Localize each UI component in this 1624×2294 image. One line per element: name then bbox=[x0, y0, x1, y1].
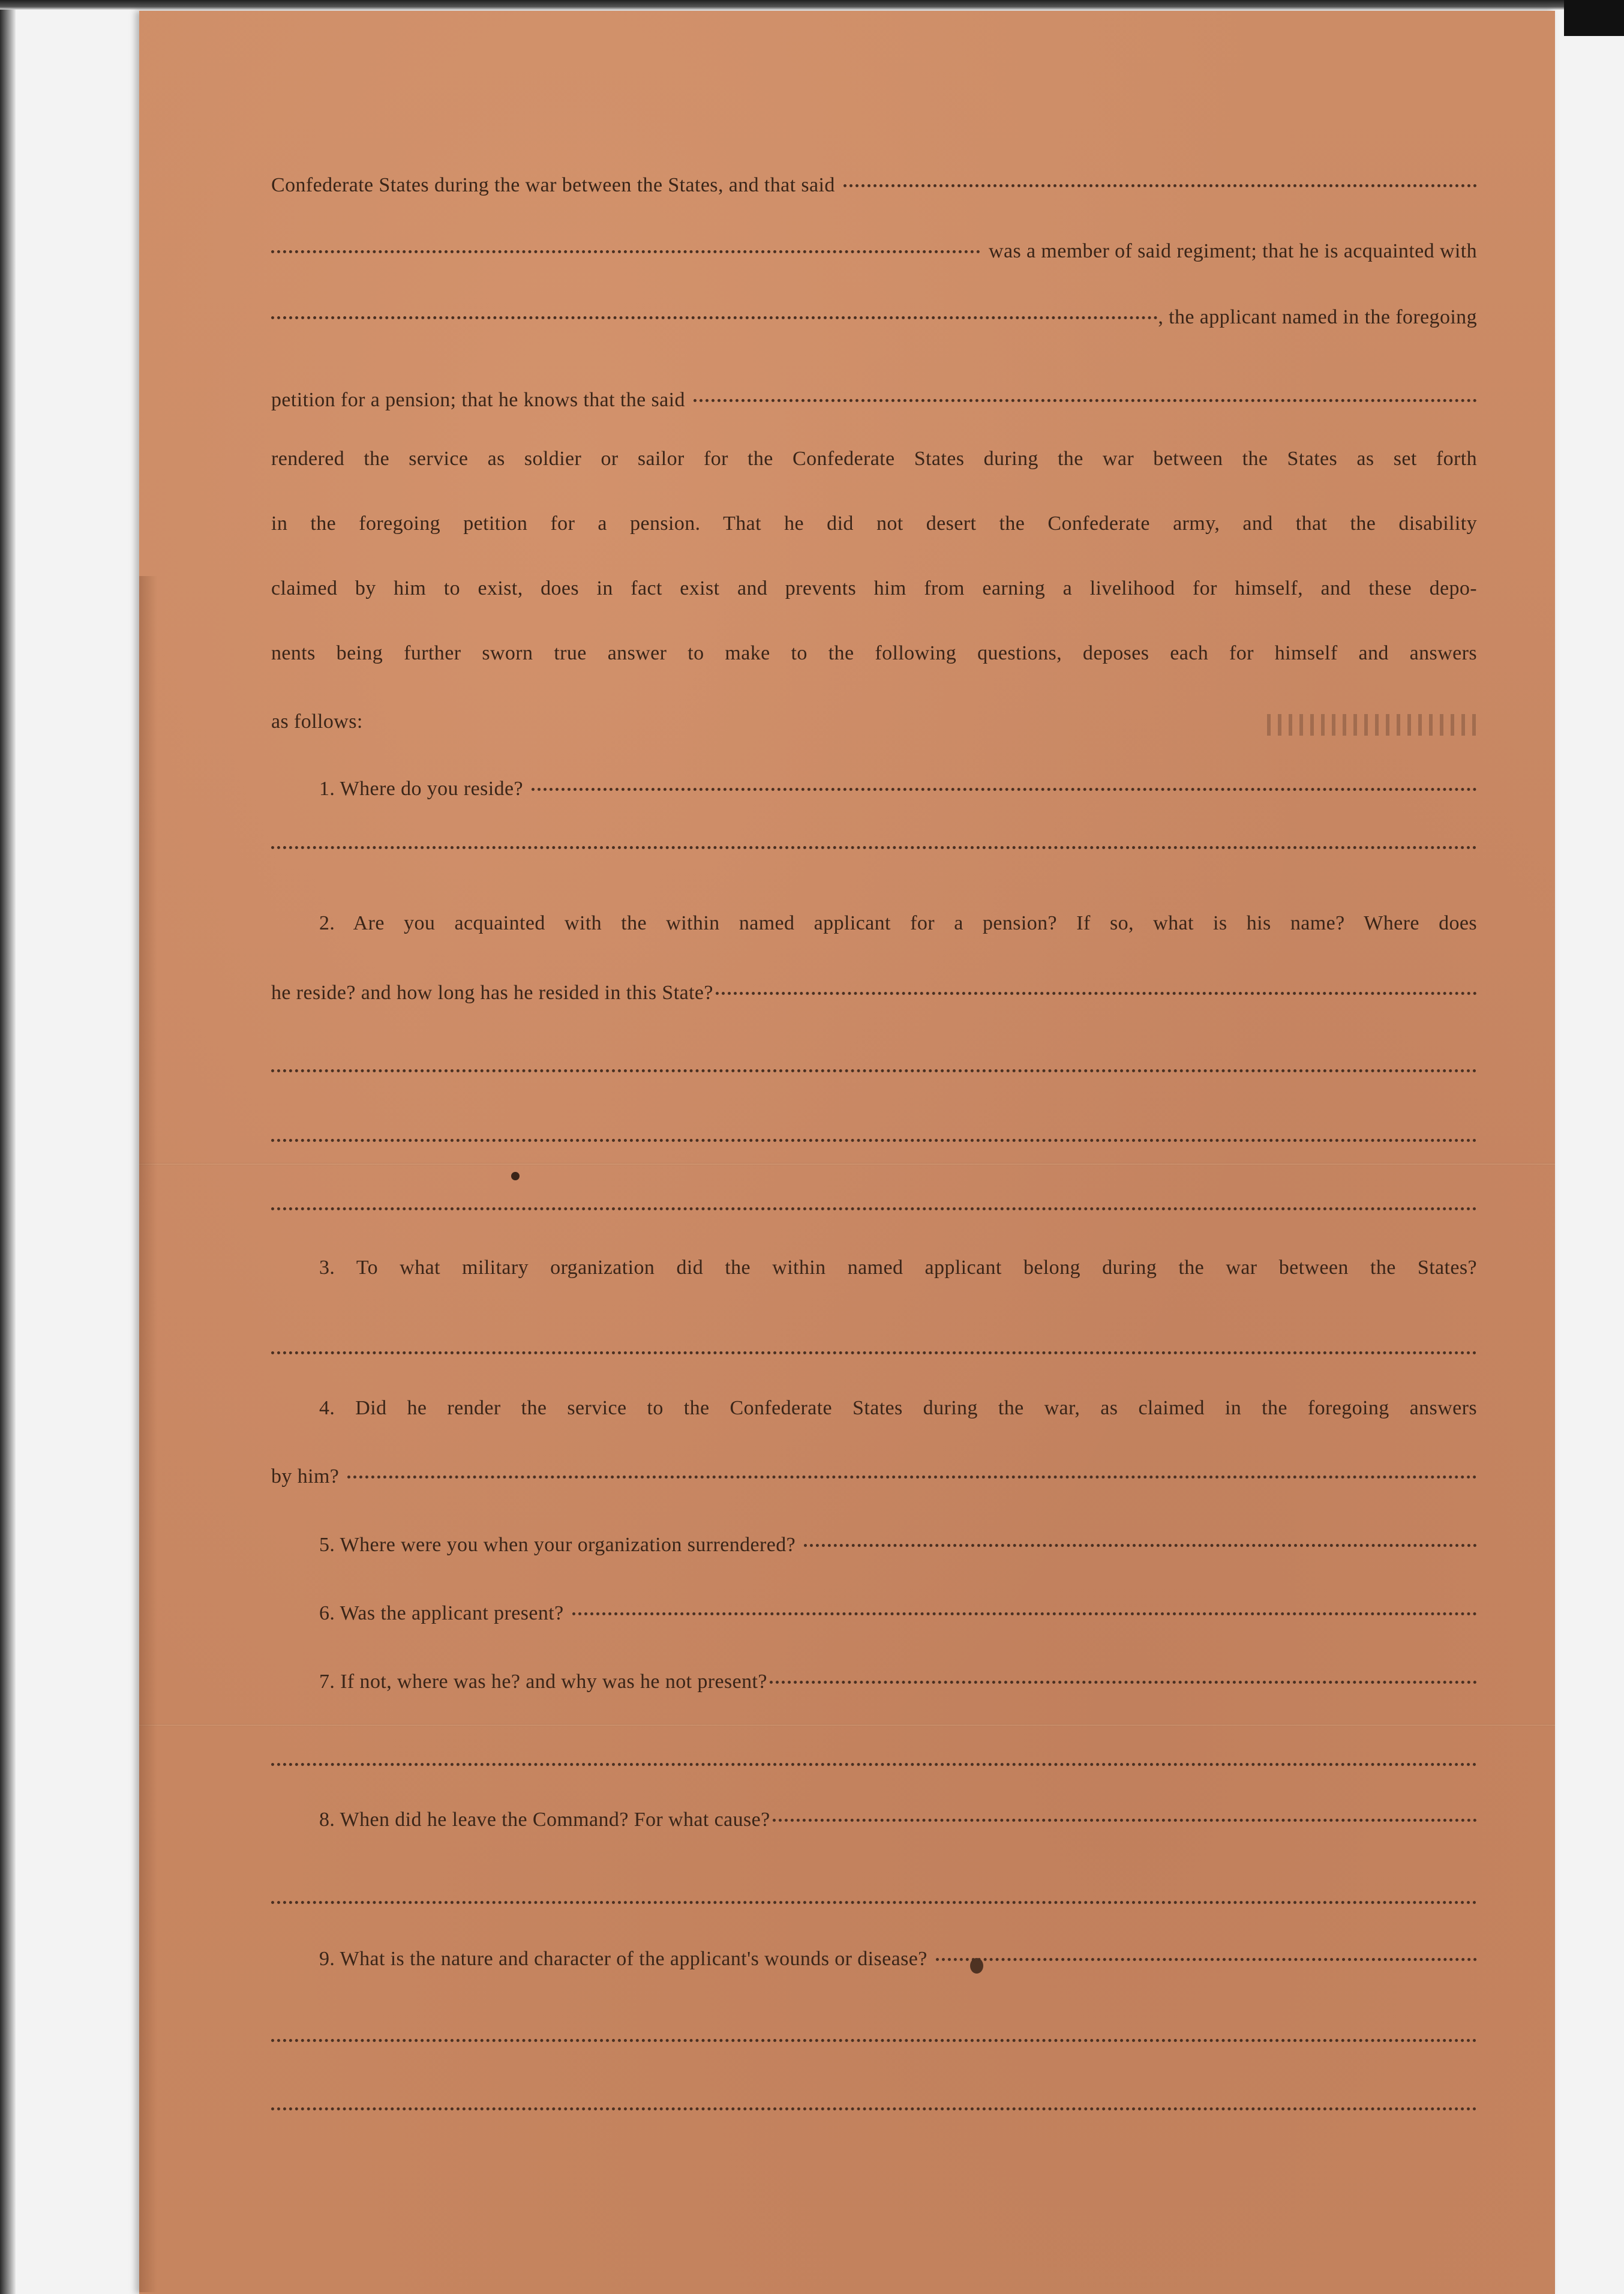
question-4-continued bbox=[271, 1465, 1477, 1488]
text-line bbox=[271, 512, 1477, 535]
question-text: by him? bbox=[271, 1465, 340, 1488]
text-line bbox=[271, 577, 1477, 600]
text-line bbox=[271, 306, 1477, 329]
text-line bbox=[271, 240, 1477, 263]
question-text: 6. Was the applicant present? bbox=[319, 1602, 564, 1624]
answer-blank[interactable] bbox=[271, 1139, 1477, 1142]
answer-blank[interactable] bbox=[271, 846, 1477, 849]
answer-blank[interactable] bbox=[716, 992, 1477, 995]
question-text: 5. Where were you when your organization surrendered? bbox=[319, 1534, 796, 1556]
answer-blank[interactable] bbox=[347, 1476, 1477, 1479]
answer-blank[interactable] bbox=[271, 1207, 1477, 1210]
question-text: 1. Where do you reside? bbox=[319, 778, 523, 800]
line-text: Confederate States during the war between the States, and that said bbox=[271, 174, 835, 196]
document-page bbox=[139, 11, 1555, 2294]
line-text: nents being further sworn true answer to make to the following questions, deposes each for himself and answers bbox=[271, 642, 1477, 664]
text-line bbox=[271, 710, 1477, 733]
text-line bbox=[271, 174, 1477, 197]
question-text: 9. What is the nature and character of the applicant's wounds or disease? bbox=[319, 1948, 927, 1970]
line-text: as follows: bbox=[271, 710, 363, 733]
line-text: rendered the service as soldier or sailor for the Confederate States during the war between the States as set forth bbox=[271, 448, 1477, 470]
question-text: 4. Did he render the service to the Confederate States during the war, as claimed in the foregoing answers bbox=[319, 1397, 1477, 1419]
text-line bbox=[271, 448, 1477, 470]
fill-in-blank[interactable] bbox=[271, 250, 980, 253]
answer-blank[interactable] bbox=[804, 1544, 1477, 1547]
text-line bbox=[271, 389, 1477, 412]
answer-blank[interactable] bbox=[271, 2039, 1477, 2042]
question-6 bbox=[271, 1602, 1477, 1625]
scanner-top-edge bbox=[0, 0, 1624, 10]
question-text: 3. To what military organization did the within named applicant belong during the war between the States? bbox=[319, 1257, 1477, 1279]
question-4 bbox=[271, 1397, 1477, 1420]
line-text: claimed by him to exist, does in fact exist and prevents him from earning a livelihood for himself, and these depo- bbox=[271, 577, 1477, 599]
fill-in-blank[interactable] bbox=[694, 399, 1477, 402]
fold-crease bbox=[139, 1724, 1555, 1726]
question-3 bbox=[271, 1257, 1477, 1279]
question-5 bbox=[271, 1534, 1477, 1557]
answer-blank[interactable] bbox=[572, 1612, 1477, 1615]
question-8 bbox=[271, 1809, 1477, 1831]
line-text: in the foregoing petition for a pension. That he did not desert the Confederate army, and that the disability bbox=[271, 512, 1477, 535]
line-text: , the applicant named in the foregoing bbox=[1158, 306, 1477, 328]
question-text: 8. When did he leave the Command? For what cause? bbox=[319, 1809, 770, 1831]
scanner-corner-band bbox=[1564, 0, 1624, 36]
line-text: petition for a pension; that he knows that the said bbox=[271, 389, 685, 411]
question-2 bbox=[271, 912, 1477, 935]
ink-blot bbox=[511, 1172, 520, 1180]
answer-blank[interactable] bbox=[271, 1069, 1477, 1072]
answer-blank[interactable] bbox=[271, 1351, 1477, 1354]
question-text: 2. Are you acquainted with the within named applicant for a pension? If so, what is his name? Where does bbox=[319, 912, 1477, 934]
line-text: was a member of said regiment; that he is acquainted with bbox=[989, 240, 1477, 262]
question-9 bbox=[271, 1948, 1477, 1971]
answer-blank[interactable] bbox=[773, 1819, 1477, 1822]
answer-blank[interactable] bbox=[936, 1958, 1477, 1961]
fill-in-blank[interactable] bbox=[843, 184, 1477, 187]
answer-blank[interactable] bbox=[271, 2107, 1477, 2110]
answer-blank[interactable] bbox=[770, 1681, 1477, 1684]
scanner-left-edge bbox=[0, 0, 16, 2294]
answer-blank[interactable] bbox=[271, 1763, 1477, 1766]
fill-in-blank[interactable] bbox=[271, 316, 1158, 319]
text-line bbox=[271, 642, 1477, 665]
fold-crease bbox=[139, 1163, 1555, 1165]
question-text: he reside? and how long has he resided in this State? bbox=[271, 982, 713, 1004]
paper-fold-shadow bbox=[139, 576, 157, 2292]
answer-blank[interactable] bbox=[532, 788, 1477, 791]
question-1 bbox=[271, 778, 1477, 800]
question-2-continued bbox=[271, 982, 1477, 1004]
question-text: 7. If not, where was he? and why was he not present? bbox=[319, 1671, 767, 1693]
answer-blank[interactable] bbox=[271, 1901, 1477, 1904]
question-7 bbox=[271, 1671, 1477, 1693]
